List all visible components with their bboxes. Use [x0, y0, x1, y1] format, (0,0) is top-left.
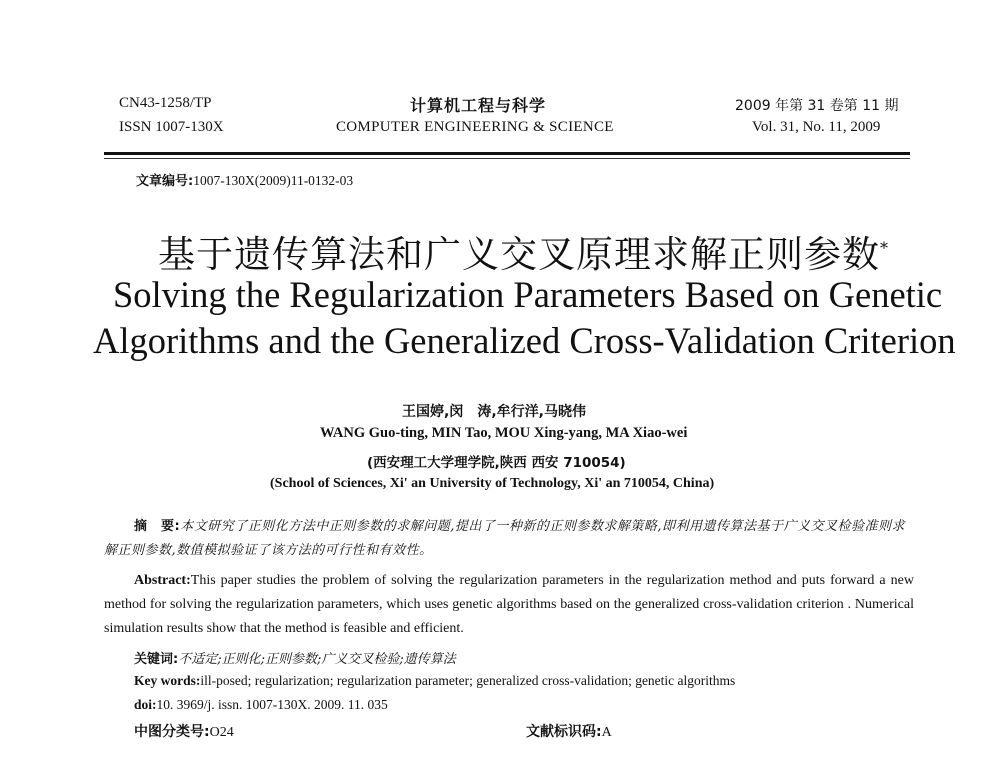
- keywords-en-text: ill-posed; regularization; regularization parameter; generalized cross-validation; genetic algorithms: [200, 673, 736, 688]
- keywords-en-label: Key words:: [134, 673, 201, 688]
- doi-value: 10. 3969/j. issn. 1007-130X. 2009. 11. 035: [156, 697, 388, 712]
- title-en-line2: Algorithms and the Generalized Cross-Validation Criterion: [93, 320, 956, 361]
- keywords-cn-text: 不适定;正则化;正则参数;广义交叉检验;遗传算法: [178, 652, 456, 667]
- document-code-label: 文献标识码:: [526, 724, 602, 740]
- journal-title-en: COMPUTER ENGINEERING & SCIENCE: [336, 119, 614, 135]
- issn: ISSN 1007-130X: [119, 119, 224, 135]
- journal-title-cn: 计算机工程与科学: [410, 96, 547, 115]
- abstract-en-text: This paper studies the problem of solving the regularization parameters in the regularization method and puts forward a new method for solving the regularization parameters, which uses genetic algorithms based on the generalized cross-validation criterion . Numerical simulation results show that the method is feasible and efficient.: [104, 573, 914, 636]
- authors-en: WANG Guo-ting, MIN Tao, MOU Xing-yang, MA Xiao-wei: [320, 425, 688, 441]
- classification: [134, 721, 234, 741]
- document-code-value: A: [601, 725, 612, 740]
- abstract-en: [104, 569, 914, 641]
- cn-code: CN43-1258/TP: [119, 95, 212, 111]
- header-rule-thin: [104, 158, 910, 159]
- article-number-value: 1007-130X(2009)11-0132-03: [193, 173, 354, 188]
- abstract-cn-label: 摘 要:: [134, 519, 181, 534]
- issue-cn: 2009 年第 31 卷第 11 期: [735, 98, 899, 114]
- title-cn-text: 基于遗传算法和广义交叉原理求解正则参数: [158, 233, 880, 276]
- authors-cn: 王国婷,闵 涛,牟行洋,马晓伟: [402, 404, 586, 420]
- title-footnote-mark: *: [880, 238, 889, 258]
- affiliation-cn: (西安理工大学理学院,陕西 西安 710054): [367, 455, 626, 471]
- issue-en: Vol. 31, No. 11, 2009: [752, 119, 881, 135]
- title-en-line1: Solving the Regularization Parameters Based on Genetic: [113, 274, 943, 315]
- doi: [134, 697, 388, 713]
- keywords-cn: [134, 648, 456, 667]
- abstract-cn-text: 本文研究了正则化方法中正则参数的求解问题,提出了一种新的正则参数求解策略,即利用遗传算法基于广义交叉检验准则求解正则参数,数值模拟验证了该方法的可行性和有效性。: [104, 519, 905, 558]
- abstract-cn: [104, 515, 914, 563]
- title-cn: [158, 224, 889, 278]
- classification-label: 中图分类号:: [134, 724, 210, 740]
- article-number: [136, 170, 353, 189]
- affiliation-en: (School of Sciences, Xi' an University of Technology, Xi' an 710054, China): [270, 476, 715, 491]
- classification-value: O24: [209, 725, 234, 740]
- keywords-cn-label: 关键词:: [134, 652, 179, 667]
- abstract-en-label: Abstract:: [134, 573, 191, 588]
- header-rule-thick: [104, 152, 910, 155]
- article-number-label: 文章编号:: [136, 174, 194, 189]
- doi-label: doi:: [134, 697, 157, 712]
- document-code: [526, 721, 612, 741]
- keywords-en: [134, 673, 735, 689]
